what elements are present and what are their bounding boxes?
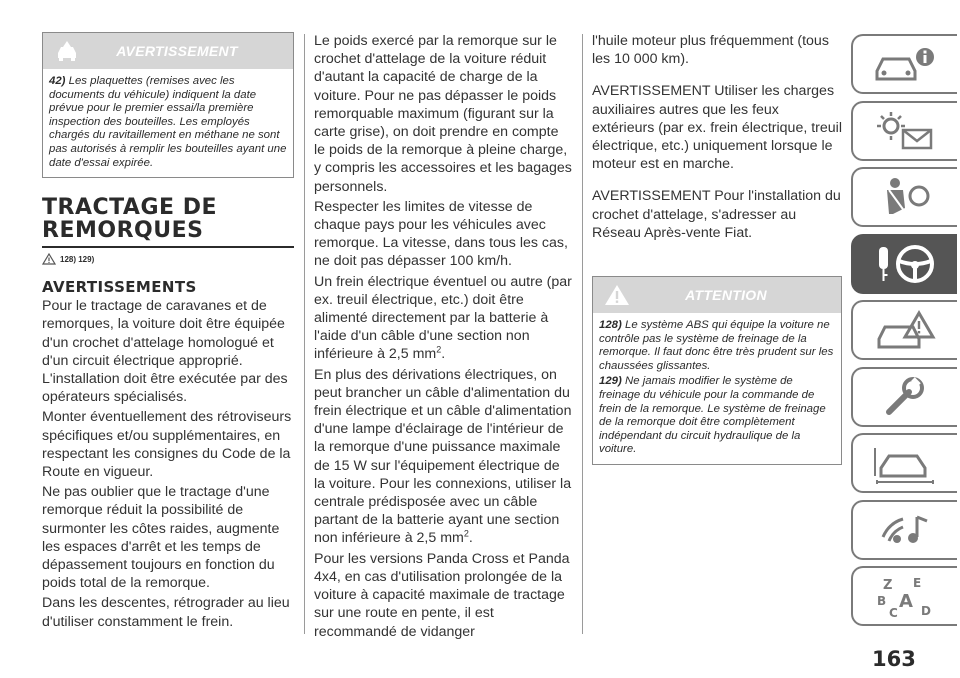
paragraph: Le poids exercé par la remorque sur le crochet d'attelage de la voiture réduit d'autant la capacité de charge de la voiture. Pour ne pas dépasser le poids remorquable maximum (figurant sur la carte grise), on doit prendre en compte le poids de la remorque à pleine charge, y compris les accessoires et les bagages personnels. — [314, 33, 572, 195]
tab-seatbelt-airbag[interactable] — [851, 167, 957, 227]
tab-index[interactable] — [851, 566, 957, 626]
svg-text:C: C — [889, 606, 898, 619]
car-warning-icon — [53, 39, 81, 63]
section-title — [42, 196, 294, 242]
tab-maintenance[interactable] — [851, 367, 957, 427]
key-steering-wheel-icon — [869, 241, 941, 287]
reference-numbers: 128) 129) — [60, 254, 95, 264]
tab-technical-data[interactable] — [851, 433, 957, 493]
superscript: 2 — [436, 344, 442, 355]
car-dimensions-icon — [869, 440, 941, 486]
warning-item-text: Les plaquettes (remises avec les documents du véhicule) indiquent la date prévue pour le premier essai/la première inspection des bouteilles. Les employés chargés du ravitaillement en méthane ne sont pas autorisés à remplir les bouteilles ayant une date d'essai expirée. — [49, 75, 287, 169]
chapter-tabs — [851, 34, 957, 633]
paragraph: Monter éventuellement des rétroviseurs spécifiques et/ou supplémentaires, en respectant les consignes du Code de la Route en vigueur. — [42, 409, 292, 480]
paragraph: AVERTISSEMENT Utiliser les charges auxiliaires autres que les feux extérieurs (par ex. frein électrique, treuil électrique, etc.) uniquement lorsque le moteur est en marche. — [592, 83, 842, 173]
attention-item-text: Ne jamais modifier le système de freinage du véhicule pour la commande de frein de la remorque. Le système de freinage de la remorque doit être complètement indépendant du circuit hydraulique de la voiture. — [599, 375, 826, 456]
paragraph-end: . — [468, 530, 473, 547]
warning-box — [42, 32, 294, 178]
car-info-icon — [869, 41, 941, 87]
attention-box-body — [593, 313, 841, 464]
svg-text:D: D — [921, 604, 931, 618]
wrench-icon — [869, 374, 941, 420]
paragraph: Pour les versions Panda Cross et Panda 4x4, en cas d'utilisation prolongée de la voiture à capacité maximale de tractage sur une route en pente, il est recommandé de vidanger — [314, 550, 570, 640]
paragraph: AVERTISSEMENT Pour l'installation du crochet d'attelage, s'adresser au Réseau Après-vente Fiat. — [592, 188, 841, 241]
paragraph-end: . — [441, 346, 446, 363]
warning-item-number: 42) — [49, 75, 66, 87]
tab-lights-mail[interactable] — [851, 101, 957, 161]
attention-box-title: ATTENTION — [685, 287, 767, 304]
page-number: 163 — [872, 647, 916, 671]
paragraph: Ne pas oublier que le tractage d'une remorque réduit la possibilité de surmonter les côtes raides, augmente les espaces d'arrêt et les temps de dépassement toujours en fonction du poids total de la remorque. — [42, 484, 280, 592]
svg-text:A: A — [899, 591, 913, 612]
tab-car-info[interactable] — [851, 34, 957, 94]
paragraph: l'huile moteur plus fréquemment (tous les 10 000 km). — [592, 33, 829, 68]
warning-box-body — [43, 69, 293, 177]
warning-box-title: AVERTISSEMENT — [116, 43, 238, 59]
superscript: 2 — [463, 528, 469, 539]
attention-item — [599, 319, 835, 373]
warning-triangle-icon — [603, 283, 631, 307]
tab-starting-driving[interactable] — [851, 234, 957, 294]
alphabetical-index-icon — [869, 573, 941, 619]
tab-multimedia[interactable] — [851, 500, 957, 560]
paragraph — [314, 366, 572, 548]
svg-text:B: B — [877, 594, 887, 608]
paragraph — [314, 273, 572, 364]
section-title-line1: TRACTAGE DE — [42, 195, 217, 221]
attention-item-text: Le système ABS qui équipe la voiture ne contrôle pas le système de freinage de la remorque. Il faut donc être très prudent sur les chaussées glissantes. — [599, 319, 834, 372]
title-rule — [42, 246, 294, 248]
column-left — [42, 32, 294, 631]
column-divider — [304, 34, 305, 634]
paragraph: Respecter les limites de vitesse de chaque pays pour les véhicules avec remorque. La vitesse, dans tous les cas, ne doit pas dépasser 100 km/h. — [314, 198, 568, 270]
column-right — [592, 32, 842, 465]
multimedia-icon — [869, 507, 941, 553]
attention-box — [592, 276, 842, 465]
attention-item-number: 129) — [599, 375, 622, 388]
warning-references — [42, 253, 294, 265]
lights-mail-icon — [869, 108, 941, 154]
attention-item — [599, 375, 835, 457]
paragraph-text: Un frein électrique éventuel ou autre (par ex. treuil électrique, etc.) doit être alimenté directement par la batterie à l'aide d'un câble d'une section non inférieure à 2,5 mm — [314, 273, 572, 363]
paragraph: Pour le tractage de caravanes et de remorques, la voiture doit être équipée d'un crochet d'attelage homologué et d'un circuit électrique approprié. L'installation doit être exécutée par des opérateurs spécialisés. — [42, 298, 288, 406]
seatbelt-airbag-icon — [869, 174, 941, 220]
svg-text:E: E — [913, 576, 922, 590]
car-warning-icon — [869, 307, 941, 353]
tab-car-warning[interactable] — [851, 300, 957, 360]
paragraph-text: En plus des dérivations électriques, on peut brancher un câble d'alimentation du frein électrique et un câble d'alimentation d'une lampe d'éclairage de l'intérieur de la remorque d'une puissance maximale de 15 W sur l'équipement électrique de la voiture. Pour les connexions, utiliser la centrale prédisposée avec un câble partant de la batterie ayant une section non inférieure à 2,5 mm — [314, 366, 572, 547]
column-divider — [582, 34, 583, 634]
warning-item — [49, 75, 287, 170]
section-title-line2: REMORQUES — [42, 218, 204, 244]
column-middle — [314, 32, 572, 641]
warning-box-header — [43, 33, 293, 69]
svg-text:Z: Z — [883, 578, 893, 593]
attention-item-number: 128) — [599, 319, 622, 332]
warning-triangle-icon — [42, 253, 56, 265]
subheading: AVERTISSEMENTS — [42, 278, 197, 297]
paragraph: Dans les descentes, rétrograder au lieu d'utiliser constamment le frein. — [42, 595, 290, 630]
attention-box-header — [593, 277, 841, 313]
